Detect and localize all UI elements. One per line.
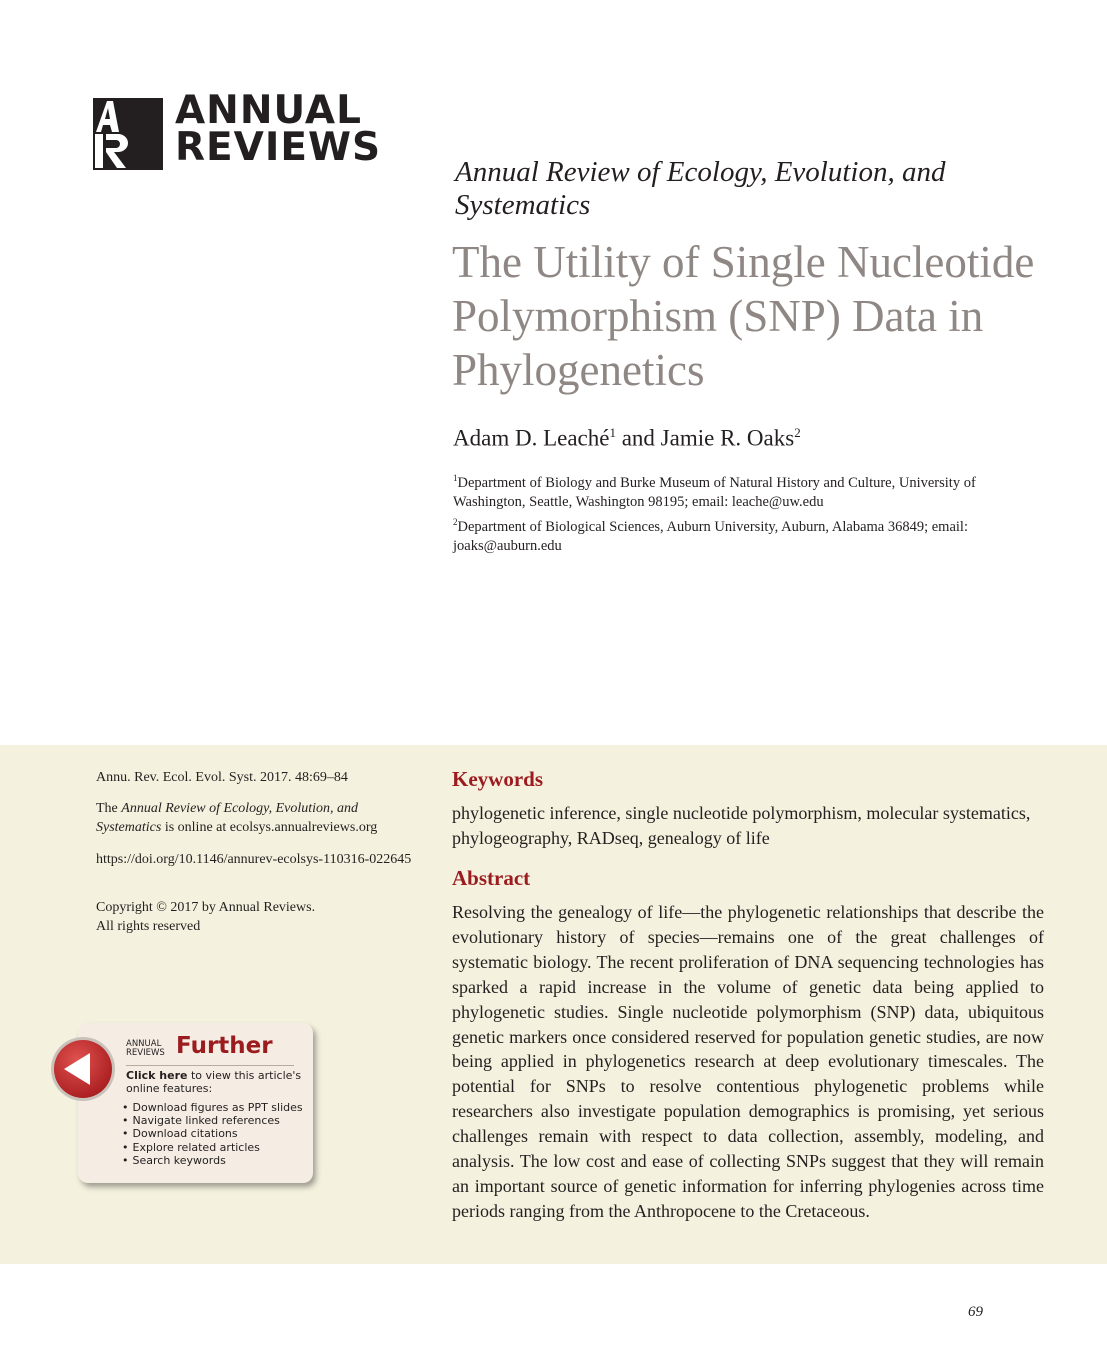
authors-line bbox=[453, 425, 801, 452]
abstract-heading: Abstract bbox=[452, 866, 531, 890]
logo-word-annual: ANNUAL bbox=[175, 88, 362, 133]
further-feature-item: • Search keywords bbox=[122, 1154, 303, 1167]
online-prefix: The bbox=[96, 801, 122, 816]
further-brand-label bbox=[126, 1040, 165, 1058]
further-description-text: to view this article's online features: bbox=[126, 1069, 302, 1095]
affiliation bbox=[453, 469, 1013, 513]
annual-reviews-logo-mark-icon bbox=[93, 98, 163, 170]
click-here-link[interactable]: Click here bbox=[126, 1069, 188, 1082]
annual-reviews-logo bbox=[93, 88, 382, 172]
further-description bbox=[126, 1069, 311, 1095]
author-affil-marker: 2 bbox=[794, 425, 801, 440]
keywords-text: phylogenetic inference, single nucleotide polymorphism, molecular systematics, phylogeography, RADseq, genealogy of life bbox=[452, 803, 1031, 848]
journal-name: Annual Review of Ecology, Evolution, and Systematics bbox=[455, 156, 946, 221]
affiliation-number: 1 bbox=[453, 473, 458, 483]
affiliation bbox=[453, 513, 1013, 557]
article-title: The Utility of Single Nucleotide Polymorphism (SNP) Data in Phylogenetics bbox=[452, 237, 1035, 395]
logo-word-reviews: REVIEWS bbox=[175, 125, 382, 170]
online-availability bbox=[96, 799, 416, 837]
authors-conjunction: and bbox=[621, 425, 655, 451]
logo-wordmark bbox=[175, 88, 382, 170]
further-brand-line: REVIEWS bbox=[126, 1048, 165, 1058]
abstract-text: Resolving the genealogy of life—the phylogenetic relationships that describe the evolutionary history of species—remains one of the great challenges of systematic biology. The recent proliferation of DNA sequencing technologies has sparked a rapid increase in the volume of genetic data being applied to phylogenetic studies. Single nucleotide polymorphism (SNP) data, ubiquitous genetic markers once considered reserved for population genetic studies, are now being applied in phylogenetics research at deep evolutionary timescales. The potential for SNPs to resolve contentious phylogenetic problems while researchers also investigate population demographics is promising, yet serious challenges remain with respect to data collection, assembly, modeling, and analysis. The low cost and ease of collecting SNPs suggest that they will remain an important source of genetic information for inferring phylogenies across time periods ranging from the Anthropocene to the Cretaceous. bbox=[452, 902, 1044, 1221]
affiliation-number: 2 bbox=[453, 517, 458, 527]
author-affil-marker: 1 bbox=[609, 425, 616, 440]
further-brand-line: ANNUAL bbox=[126, 1039, 162, 1049]
online-suffix: is online at ecolsys.annualreviews.org bbox=[161, 820, 378, 835]
copyright-line: Copyright © 2017 by Annual Reviews. bbox=[96, 900, 316, 915]
affiliation-text: Department of Biology and Burke Museum of Natural History and Culture, University of Washington, Seattle, Washington 98195; email: leache@uw.edu bbox=[453, 474, 976, 511]
doi-link[interactable]: https://doi.org/10.1146/annurev-ecolsys-110316-022645 bbox=[96, 852, 412, 867]
affiliation-text: Department of Biological Sciences, Auburn University, Auburn, Alabama 36849; email: joaks@auburn.edu bbox=[453, 518, 968, 555]
keywords-heading: Keywords bbox=[452, 767, 543, 791]
page-number: 69 bbox=[968, 1304, 983, 1320]
further-feature-item: • Download citations bbox=[122, 1127, 303, 1140]
further-title: Further bbox=[176, 1033, 273, 1059]
further-feature-item: • Explore related articles bbox=[122, 1141, 303, 1154]
further-feature-item: • Download figures as PPT slides bbox=[122, 1101, 303, 1114]
copyright bbox=[96, 898, 416, 936]
author-name: Adam D. Leaché bbox=[453, 425, 610, 451]
author-name: Jamie R. Oaks bbox=[660, 425, 795, 451]
online-journal-name: Annual Review of Ecology, Evolution, and Systematics bbox=[96, 801, 359, 835]
further-divider bbox=[126, 1065, 294, 1066]
further-features-list bbox=[122, 1101, 303, 1167]
further-feature-item: • Navigate linked references bbox=[122, 1114, 303, 1127]
citation: Annu. Rev. Ecol. Evol. Syst. 2017. 48:69–84 bbox=[96, 770, 348, 785]
back-arrow-icon[interactable] bbox=[50, 1036, 116, 1102]
rights-line: All rights reserved bbox=[96, 919, 201, 934]
